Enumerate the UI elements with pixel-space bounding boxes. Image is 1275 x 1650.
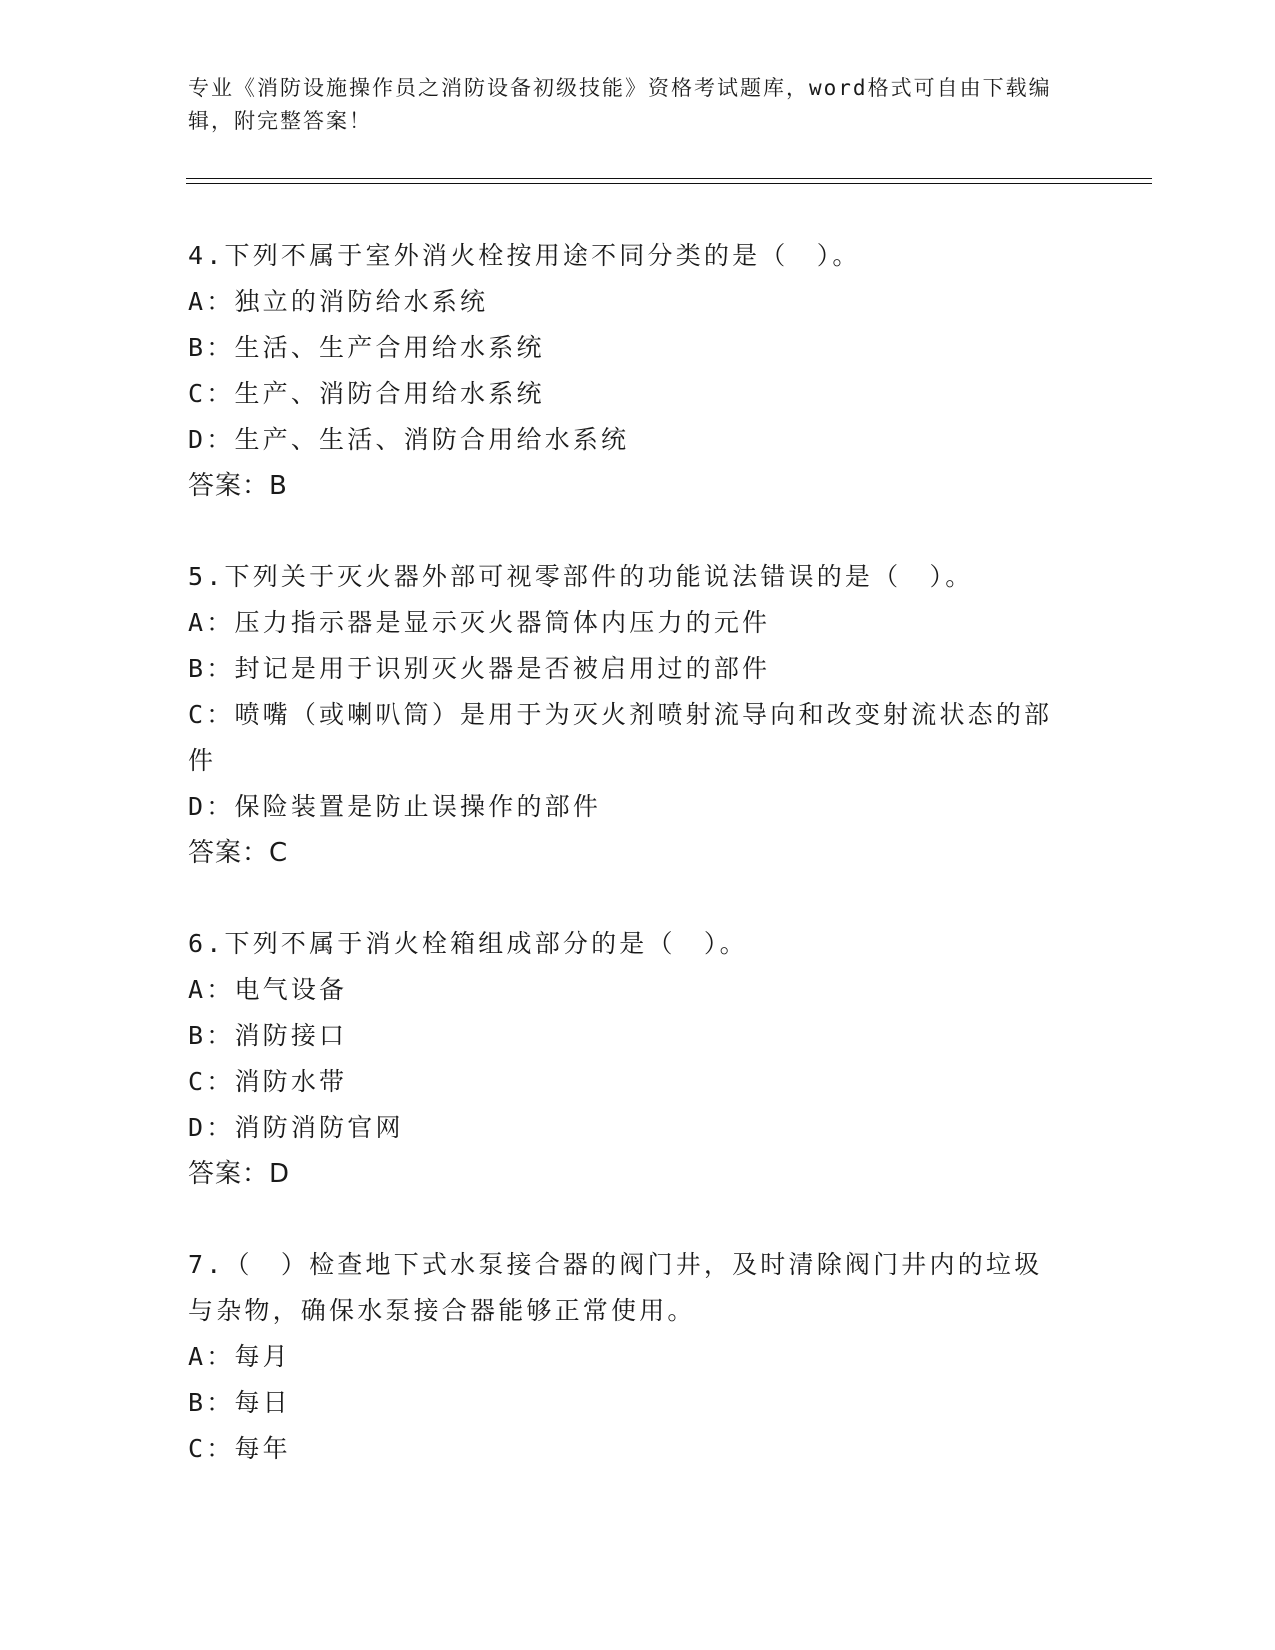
question-6	[188, 921, 1088, 1197]
option-a: A：压力指示器是显示灭火器筒体内压力的元件	[188, 608, 771, 637]
document-header: 专业《消防设施操作员之消防设备初级技能》资格考试题库，word格式可自由下载编辑，附完整答案！	[188, 76, 1052, 133]
answer-label: 答案：C	[188, 838, 289, 868]
option-a: A：独立的消防给水系统	[188, 287, 489, 316]
option-c: C：生产、消防合用给水系统	[188, 379, 545, 408]
option-c: C：消防水带	[188, 1067, 348, 1096]
header-rule-bottom	[186, 183, 1152, 184]
option-b: B：消防接口	[188, 1021, 348, 1050]
option-d: D：保险装置是防止误操作的部件	[188, 792, 602, 821]
option-b: B：封记是用于识别灭火器是否被启用过的部件	[188, 654, 771, 683]
question-4	[188, 233, 1088, 509]
option-b: B：生活、生产合用给水系统	[188, 333, 545, 362]
question-stem: 6.下列不属于消火栓箱组成部分的是（ ）。	[188, 929, 748, 958]
option-b: B：每日	[188, 1388, 291, 1417]
option-c: C：喷嘴（或喇叭筒）是用于为灭火剂喷射流导向和改变射流状态的部件	[188, 700, 1053, 775]
question-7	[188, 1242, 1088, 1472]
answer-label: 答案：D	[188, 1159, 291, 1189]
option-c: C：每年	[188, 1434, 291, 1463]
header-rule-top	[186, 178, 1152, 179]
question-5	[188, 554, 1088, 876]
option-a: A：每月	[188, 1342, 291, 1371]
option-d: D：消防消防官网	[188, 1113, 404, 1142]
option-d: D：生产、生活、消防合用给水系统	[188, 425, 630, 454]
question-list	[188, 233, 1088, 1517]
option-a: A：电气设备	[188, 975, 348, 1004]
answer-label: 答案：B	[188, 471, 288, 501]
question-stem: 4.下列不属于室外消火栓按用途不同分类的是（ ）。	[188, 241, 861, 270]
question-stem: 5.下列关于灭火器外部可视零部件的功能说法错误的是（ ）。	[188, 562, 974, 591]
question-stem: 7.（ ）检查地下式水泵接合器的阀门井，及时清除阀门井内的垃圾与杂物，确保水泵接合器能够正常使用。	[188, 1250, 1043, 1325]
